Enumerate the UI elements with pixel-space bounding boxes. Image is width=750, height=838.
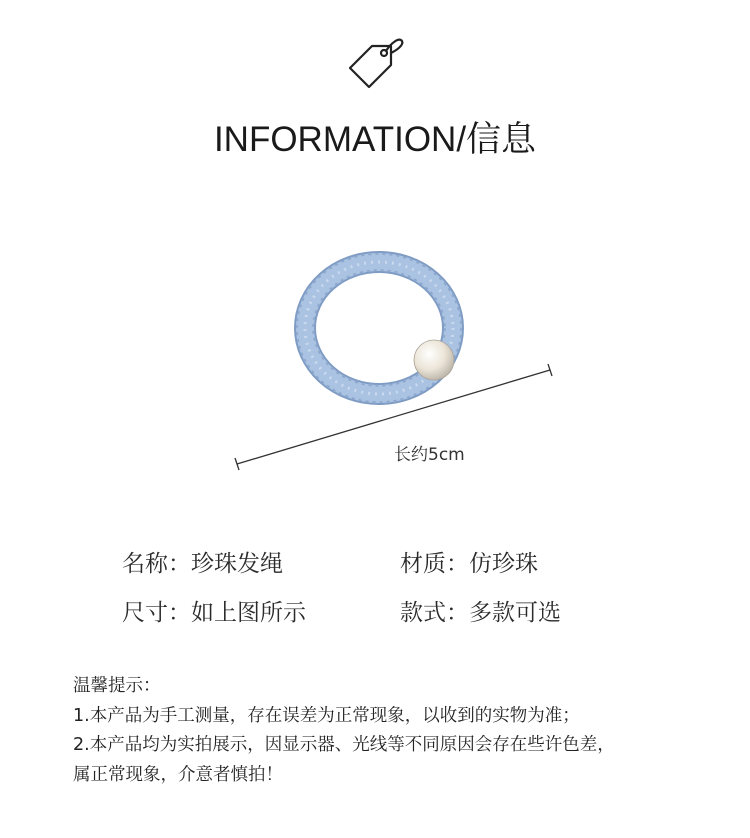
price-tag-icon [345, 33, 407, 91]
notes-line-1: 1.本产品为手工测量，存在误差为正常现象，以收到的实物为准； [73, 705, 580, 726]
notes-section [73, 672, 733, 790]
page-title: INFORMATION/信息 [213, 120, 537, 159]
spec-style: 款式：多款可选 [400, 600, 561, 626]
spec-material: 材质：仿珍珠 [400, 551, 538, 577]
spec-size: 尺寸：如上图所示 [122, 600, 306, 626]
notes-heading: 温馨提示： [73, 676, 161, 696]
spec-name: 名称：珍珠发绳 [122, 551, 283, 577]
size-label: 长约5cm [394, 445, 465, 465]
notes-line-2: 2.本产品均为实拍展示，因显示器、光线等不同原因会存在些许色差， [73, 735, 615, 755]
notes-line-3: 属正常现象，介意者慎拍！ [73, 764, 283, 785]
